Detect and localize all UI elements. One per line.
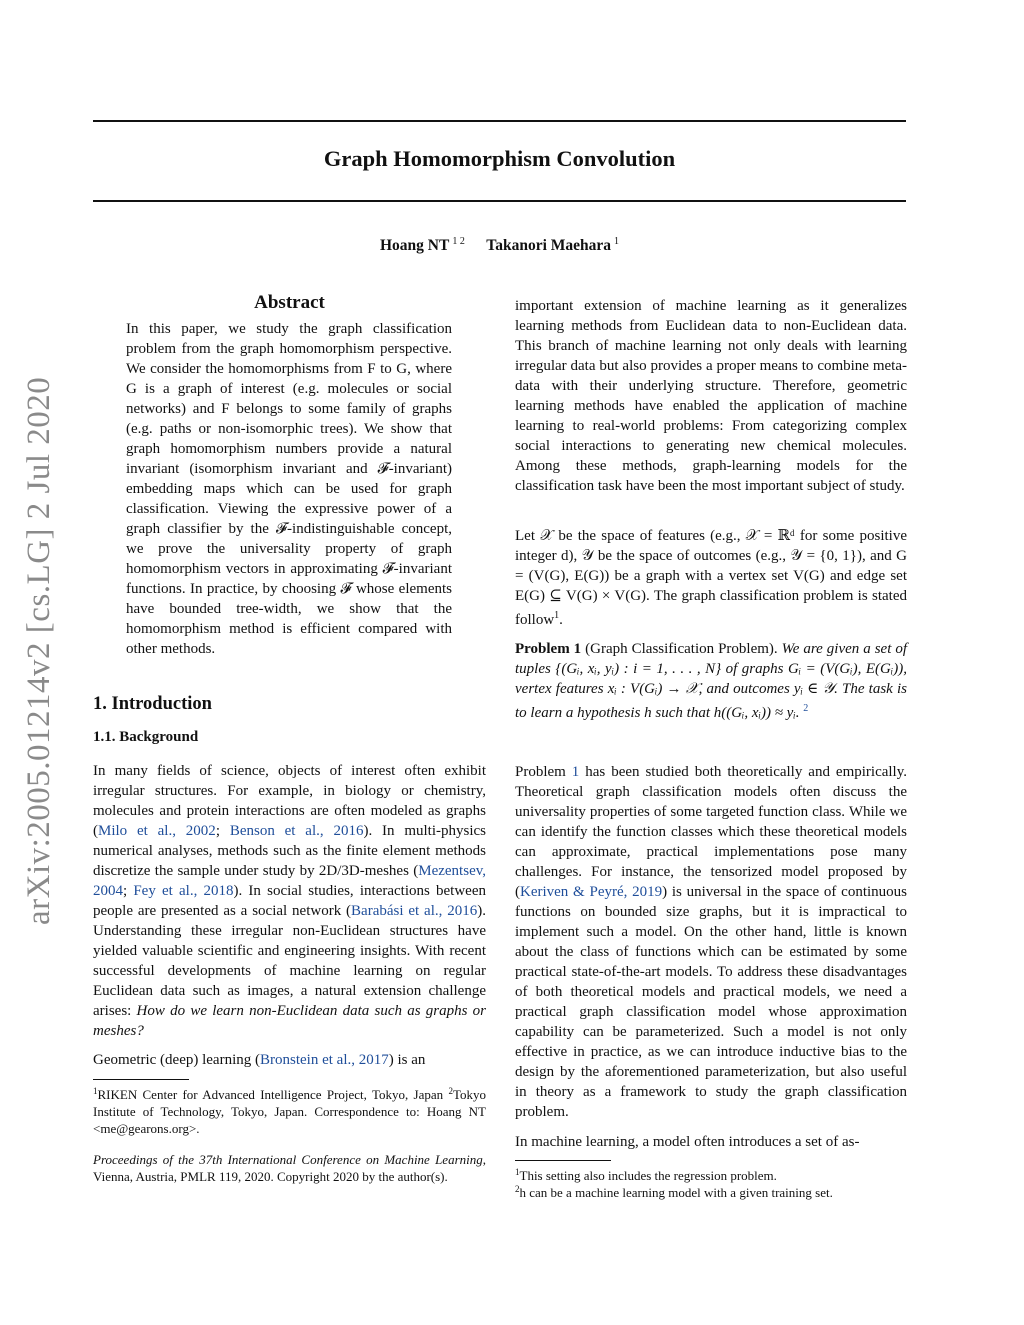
footnote-marker[interactable]: 2 [803,703,809,714]
arxiv-stamp: arXiv:2005.01214v2 [cs.LG] 2 Jul 2020 [21,376,57,925]
citation-link[interactable]: Benson et al., 2016 [229,823,364,839]
title-rule-bottom [93,200,906,202]
footnote-2: $^2$h can be a machine learning model with a given training set. [515,1184,833,1200]
paper-title: Graph Homomorphism Convolution [323,146,676,171]
author-name: Takanori Maehara [486,237,612,254]
citation-link[interactable]: Bronstein et al., 2017 [260,1052,389,1068]
intro-paragraph-2-continued: important extension of machine learning as it generalizes learning methods from Euclidean data to non-Euclidean data. This branch of machine learning not only deals with learning irregular data but also provides a proper means to combine meta-data with their underlying structure. Therefore, geometric learning methods have enabled the application of machine learning to real-world problems: From categorizing complex social interactions to generating new chemical molecules. Among these methods, graph-learning models for the classification task have been the most important subject of study. [515,298,907,494]
intro-paragraph-1: In many fields of science, objects of interest often exhibit irregular structures. For example, in biology or chemistry, molecules and protein interactions are often modeled as graphs (Milo et al., 2002; Benson et al., 2016). In multi-physics numerical analyses, methods such as the finite element methods discretize the sample under study by 2D/3D-meshes (Mezentsev, 2004; Fey et al., 2018). In social studies, interactions between people are presented as a social network (Barabási et al., 2016). Understanding these irregular non-Euclidean structures have yielded valuable scientific and engineering insights. With recent successful developments of machine learning on regular Euclidean data such as images, a natural extension challenge arises: How do we learn non-Euclidean data such as graphs or meshes? [93,763,487,1039]
abstract-heading: Abstract [254,292,325,313]
title-rule-top [93,120,906,122]
intro-paragraph-2: Geometric (deep) learning (Bronstein et al., 2017) is an [93,1052,426,1068]
problem-reference-link[interactable]: 1 [571,764,580,780]
problem-statement: Problem 1 (Graph Classification Problem). We are given a set of tuples {(Gᵢ, xᵢ, yᵢ) : i = 1, . . . , N} of graphs Gᵢ = (V(Gᵢ), E(Gᵢ)), vertex features xᵢ : V(Gᵢ) → 𝒳, and outcomes yᵢ ∈ 𝒴. The task is to learn a hypothesis h such that h((Gᵢ, xᵢ)) ≈ yᵢ. $^2$ [515,641,908,721]
citation-link[interactable]: Barabási et al., 2016 [351,903,478,919]
intro-paragraph-5: In machine learning, a model often introduces a set of as- [515,1134,860,1150]
section-heading: 1. Introduction [93,694,212,714]
author-name: Hoang NT [379,237,450,254]
citation-link[interactable]: Fey et al., 2018 [133,883,234,899]
footnote-rule [515,1160,611,1161]
proceedings-note: Proceedings of the 37th International Conference on Machine Learning, Vienna, Austria, PMLR 119, 2020. Copyright 2020 by the author(s). [93,1152,486,1184]
intro-paragraph-3: Let 𝒳 be the space of features (e.g., 𝒳 = ℝᵈ for some positive integer d), 𝒴 be the space of outcomes (e.g., 𝒴 = {0, 1}), and G = (V(G), E(G)) be a graph with a vertex set V(G) and edge set E(G) ⊆ V(G) × V(G). The graph classification problem is stated follow$^1$. [515,528,907,628]
affiliation-footnote: $^1$RIKEN Center for Advanced Intelligence Project, Tokyo, Japan $^2$Tokyo Institute of Technology, Tokyo, Japan. Correspondence to: Hoang NT <me@gearons.org>. [93,1086,486,1136]
author-affiliation: 1 2 [452,236,465,247]
abstract-text: In this paper, we study the graph classification problem from the graph homomorphism perspective. We consider the homomorphisms from F to G, where G is a graph of interest (e.g. molecules or social networks) and F belongs to some family of graphs (e.g. paths or non-isomorphic trees). We show that graph homomorphism numbers provide a natural invariant (isomorphism invariant and 𝓕-invariant) embedding maps which can be used for graph classification. Viewing the expressive power of a graph classifier by the 𝓕-indistinguishable concept, we prove the universality property of graph homomorphism vectors in approximating 𝓕-invariant functions. In practice, by choosing 𝓕 whose elements have bounded tree-width, we show that the homomorphism method is efficient compared with other methods. [126,321,452,657]
citation-link[interactable]: Keriven & Peyré, 2019 [520,884,663,900]
intro-paragraph-4: Problem 1 has been studied both theoretically and empirically. Theoretical graph classification models often discuss the universality properties of some targeted function class. While we can identify the function classes which these theoretical models can approximate, practical implementations pose many challenges. For instance, the tensorized model proposed by (Keriven & Peyré, 2019) is universal in the space of continuous functions on bounded size graphs, but it is impractical to implement such a model. On the other hand, little is known about the class of functions which can be estimated by some practical state-of-the-art models. To address these disadvantages of both theoretical models and practical models, we need a practical graph classification model whose approximation capability can be parameterized. Such a model is not only effective in practice, as we can introduce inductive bias to the design by the aforementioned parameterization, but also useful in theory as a framework to study the graph classification problem. [515,764,907,1120]
citation-link[interactable]: Mezentsev, 2004 [93,863,486,899]
footnote-marker[interactable]: 1 [554,610,560,621]
citation-link[interactable]: Milo et al., 2002 [98,823,216,839]
subsection-heading: 1.1. Background [93,729,199,745]
footnote-1: $^1$This setting also includes the regression problem. [515,1167,777,1183]
footnote-rule [93,1079,189,1080]
author-line [93,236,906,255]
author-affiliation: 1 [614,236,620,247]
